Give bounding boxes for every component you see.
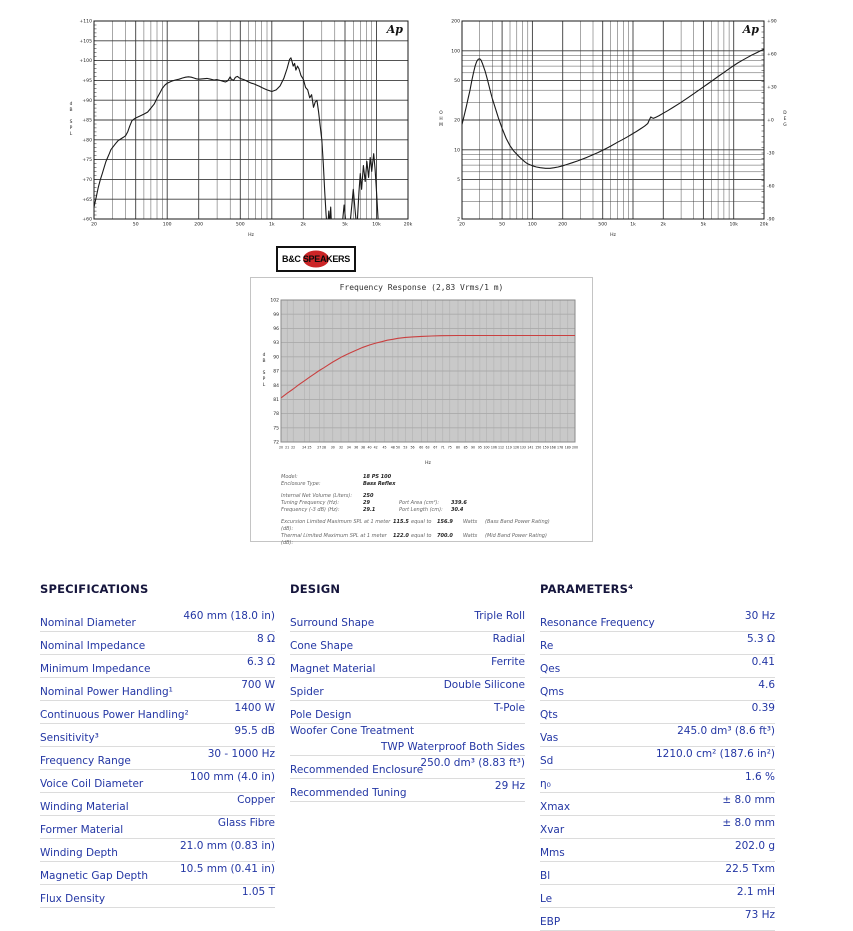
spec-label: Sd [540, 755, 554, 767]
table-row [540, 770, 775, 793]
spec-value: 1.6 % [744, 771, 775, 783]
tuning-label: Tuning Frequency (Hz): [281, 500, 340, 506]
table-row [40, 862, 275, 885]
parameters-header: PARAMETERS⁴ [540, 582, 634, 596]
svg-text:20: 20 [459, 222, 465, 228]
svg-text:60: 60 [419, 445, 424, 450]
spec-value: Radial [492, 633, 525, 645]
thermal-row [281, 533, 581, 547]
svg-text:38: 38 [360, 445, 366, 450]
spec-label: Resonance Frequency [540, 617, 655, 629]
excursion-watts-value: 156.9 [437, 519, 453, 525]
table-row [40, 885, 275, 908]
svg-text:71: 71 [440, 445, 445, 450]
spec-value: Triple Roll [474, 610, 525, 622]
table-row [290, 632, 525, 655]
table-row [540, 885, 775, 908]
spec-value: 73 Hz [744, 909, 775, 921]
model-row [281, 474, 581, 481]
spec-label: EBP [540, 916, 561, 928]
svg-text:56: 56 [410, 445, 415, 450]
svg-text:H: H [439, 117, 443, 122]
port-length-label: Port Length (cm): [399, 507, 443, 513]
svg-text:20: 20 [454, 118, 460, 124]
svg-text:+60: +60 [82, 217, 92, 223]
svg-text:99: 99 [273, 312, 279, 318]
svg-text:Hz: Hz [425, 461, 431, 466]
f3-value: 29.1 [363, 507, 376, 513]
spec-value: 29 Hz [494, 780, 525, 792]
svg-text:106: 106 [490, 445, 497, 450]
spec-value: 460 mm (18.0 in) [183, 610, 275, 622]
svg-text:d: d [262, 353, 266, 359]
svg-text:95: 95 [477, 445, 482, 450]
svg-text:75: 75 [273, 426, 279, 432]
svg-text:25: 25 [307, 445, 312, 450]
spec-value: 250.0 dm³ (8.83 ft³) [420, 757, 525, 769]
table-row [290, 724, 525, 756]
enclosure-row [281, 481, 581, 488]
spec-label: Mms [540, 847, 565, 859]
svg-text:84: 84 [273, 383, 279, 389]
svg-text:40: 40 [367, 445, 372, 450]
svg-text:28: 28 [321, 445, 327, 450]
panel-title: Frequency Response (2,83 Vrms/1 m) [339, 283, 504, 292]
port-length-value: 30.4 [451, 507, 464, 513]
svg-text:159: 159 [542, 445, 549, 450]
spec-label: Winding Depth [40, 847, 118, 859]
table-row [540, 839, 775, 862]
spec-label: Magnet Material [290, 663, 376, 675]
watts-unit-label: Watts [463, 533, 478, 539]
svg-text:D: D [783, 111, 787, 117]
svg-text:d: d [69, 102, 73, 108]
svg-text:20k: 20k [403, 222, 413, 228]
parameters-rows [540, 609, 775, 931]
spec-label: Continuous Power Handling² [40, 709, 189, 721]
table-row [40, 701, 275, 724]
svg-text:Ap: Ap [386, 23, 403, 36]
table-row [540, 793, 775, 816]
spec-label: Spider [290, 686, 324, 698]
svg-text:34: 34 [346, 445, 351, 450]
svg-text:1k: 1k [269, 222, 275, 228]
table-row [540, 655, 775, 678]
svg-text:2k: 2k [300, 222, 307, 228]
spec-value: 1400 W [234, 702, 275, 714]
table-row [40, 816, 275, 839]
frequency-response-panel [250, 277, 593, 546]
table-row [540, 908, 775, 931]
spec-value: Glass Fibre [217, 817, 275, 829]
svg-text:100: 100 [162, 222, 172, 228]
table-row [40, 770, 275, 793]
spec-value: 700 W [241, 679, 275, 691]
svg-text:5k: 5k [342, 222, 348, 228]
table-row [40, 839, 275, 862]
svg-text:-90: -90 [767, 217, 775, 223]
volume-row [281, 493, 581, 500]
svg-text:20: 20 [278, 445, 284, 450]
spec-label: Bl [540, 870, 551, 882]
svg-text:42: 42 [373, 445, 378, 450]
design-table [290, 582, 525, 802]
svg-text:Hz: Hz [248, 233, 254, 238]
spec-value: 30 Hz [744, 610, 775, 622]
thermal-note: (Mid Band Power Rating) [485, 533, 547, 539]
svg-text:Ap: Ap [742, 23, 759, 36]
svg-text:200: 200 [558, 222, 568, 228]
enclosure-value: Bass Reflex [363, 481, 396, 487]
svg-text:+30: +30 [767, 85, 777, 91]
svg-text:24: 24 [302, 445, 307, 450]
svg-text:+80: +80 [82, 138, 92, 144]
thermal-label: Thermal Limited Maximum SPL at 1 meter (dB): [281, 533, 387, 546]
svg-text:72: 72 [273, 440, 279, 446]
watts-unit-label: Watts [463, 519, 478, 525]
spec-value: 245.0 dm³ (8.6 ft³) [677, 725, 775, 737]
spec-value: 2.1 mH [736, 886, 775, 898]
spec-label: Qes [540, 663, 561, 675]
svg-text:50: 50 [454, 79, 460, 85]
svg-text:93: 93 [273, 341, 279, 347]
spec-label: Recommended Enclosure [290, 764, 424, 776]
svg-text:100: 100 [528, 222, 537, 228]
spec-label: Pole Design [290, 709, 352, 721]
svg-text:133: 133 [519, 445, 526, 450]
svg-text:189: 189 [564, 445, 571, 450]
model-info-block [281, 474, 581, 547]
spec-value: 0.41 [751, 656, 775, 668]
f3-label: Frequency (-3 dB) (Hz): [281, 507, 340, 513]
spec-label: Cone Shape [290, 640, 354, 652]
svg-text:G: G [783, 122, 787, 128]
spec-label: Nominal Power Handling¹ [40, 686, 173, 698]
svg-text:S: S [262, 371, 266, 376]
svg-text:1k: 1k [630, 222, 636, 228]
spec-label: Qts [540, 709, 558, 721]
spec-value: 4.6 [758, 679, 775, 691]
svg-text:63: 63 [425, 445, 430, 450]
svg-text:102: 102 [270, 298, 279, 304]
table-row [40, 678, 275, 701]
svg-text:50: 50 [132, 222, 139, 228]
excursion-row [281, 519, 581, 533]
svg-text:67: 67 [433, 445, 438, 450]
frequency-response-chart [257, 295, 585, 467]
spec-value: Ferrite [491, 656, 525, 668]
table-row [540, 724, 775, 747]
svg-text:+95: +95 [82, 79, 92, 84]
svg-text:200: 200 [571, 445, 579, 450]
table-row [40, 632, 275, 655]
svg-text:P: P [262, 376, 266, 382]
table-row [290, 779, 525, 802]
excursion-note: (Bass Band Power Rating) [485, 519, 550, 525]
svg-text:21: 21 [285, 445, 290, 450]
table-row [540, 701, 775, 724]
spec-label: Voice Coil Diameter [40, 778, 144, 790]
specifications-table [40, 582, 275, 908]
svg-text:E: E [783, 117, 787, 122]
svg-text:-60: -60 [767, 184, 775, 190]
spec-label: Winding Material [40, 801, 129, 813]
spec-label: Sensitivity³ [40, 732, 99, 744]
svg-text:200: 200 [451, 19, 460, 25]
svg-text:+110: +110 [79, 19, 92, 25]
spec-value: 8 Ω [256, 633, 275, 645]
svg-text:50: 50 [395, 445, 401, 450]
svg-text:+90: +90 [767, 19, 777, 25]
spec-label: Xvar [540, 824, 565, 836]
design-header: DESIGN [290, 582, 341, 596]
equal-to-label: equal to [411, 533, 432, 539]
svg-text:+0: +0 [767, 118, 774, 124]
f3-row [281, 507, 581, 514]
svg-text:B: B [69, 108, 73, 114]
svg-text:20k: 20k [759, 222, 769, 228]
spec-value: 100 mm (4.0 in) [190, 771, 275, 783]
svg-text:+70: +70 [82, 178, 92, 183]
spec-value: 10.5 mm (0.41 in) [180, 863, 275, 875]
svg-text:150: 150 [535, 445, 542, 450]
svg-text:112: 112 [497, 445, 505, 450]
svg-text:36: 36 [354, 445, 359, 450]
spec-value: 5.3 Ω [746, 633, 775, 645]
spec-value: 202.0 g [734, 840, 775, 852]
volume-value: 250 [363, 493, 374, 499]
spec-label: Re [540, 640, 554, 652]
svg-text:20: 20 [91, 222, 97, 228]
logo-text: B&C SPEAKERS [282, 254, 350, 264]
spec-label: η₀ [540, 778, 551, 790]
spec-label: Woofer Cone Treatment [290, 725, 415, 737]
svg-text:+60: +60 [767, 52, 777, 58]
table-row [540, 816, 775, 839]
bc-speakers-logo [276, 246, 356, 272]
spec-value: Copper [237, 794, 275, 806]
tuning-row [281, 500, 581, 507]
svg-text:+90: +90 [82, 98, 92, 104]
svg-text:P: P [69, 125, 73, 131]
table-row [290, 756, 525, 779]
spec-value: 22.5 Txm [725, 863, 775, 875]
svg-text:200: 200 [194, 222, 204, 228]
svg-text:-30: -30 [767, 151, 775, 157]
svg-text:90: 90 [470, 445, 476, 450]
svg-text:+100: +100 [79, 59, 92, 65]
svg-text:Hz: Hz [610, 233, 616, 238]
svg-text:22: 22 [291, 445, 296, 450]
svg-text:10k: 10k [372, 222, 381, 228]
spec-label: Magnetic Gap Depth [40, 870, 148, 882]
svg-text:126: 126 [512, 445, 520, 450]
spec-label: Surround Shape [290, 617, 375, 629]
model-label: Model: [281, 474, 298, 480]
svg-text:178: 178 [557, 445, 564, 450]
spec-value: 0.39 [751, 702, 775, 714]
spec-value: T-Pole [494, 702, 525, 714]
spec-label: Frequency Range [40, 755, 131, 767]
spec-value: 1210.0 cm² (187.6 in²) [656, 748, 775, 760]
table-row [540, 678, 775, 701]
spl-frequency-response-graph [64, 13, 420, 239]
port-area-value: 339.6 [451, 500, 467, 506]
svg-text:75: 75 [447, 445, 452, 450]
volume-label: Internal Net Volume (Liters): [281, 493, 353, 499]
svg-text:+85: +85 [82, 118, 92, 124]
svg-text:2k: 2k [660, 222, 667, 228]
svg-text:5: 5 [457, 178, 460, 184]
svg-text:+105: +105 [79, 39, 92, 45]
svg-text:96: 96 [273, 327, 279, 332]
svg-text:M: M [439, 122, 443, 128]
svg-text:141: 141 [527, 445, 534, 450]
spec-value: ± 8.0 mm [722, 794, 775, 806]
enclosure-label: Enclosure Type: [281, 481, 321, 487]
svg-text:O: O [439, 111, 443, 117]
table-row [290, 609, 525, 632]
svg-text:500: 500 [235, 222, 245, 228]
svg-text:L: L [69, 131, 73, 137]
spec-value: 30 - 1000 Hz [207, 748, 275, 760]
spec-value: Double Silicone [443, 679, 525, 691]
specifications-header: SPECIFICATIONS [40, 582, 149, 596]
svg-text:S: S [69, 120, 73, 125]
spec-value: 6.3 Ω [246, 656, 275, 668]
spec-label: Former Material [40, 824, 124, 836]
spec-label: Le [540, 893, 553, 905]
impedance-phase-graph [434, 13, 790, 239]
thermal-watts-value: 700.0 [437, 533, 453, 539]
spec-value: TWP Waterproof Both Sides [380, 741, 525, 753]
specifications-rows [40, 609, 275, 908]
svg-text:B: B [262, 359, 266, 365]
svg-text:87: 87 [273, 369, 279, 375]
svg-text:90: 90 [273, 355, 279, 361]
spec-value: 21.0 mm (0.83 in) [180, 840, 275, 852]
spec-label: Xmax [540, 801, 571, 813]
svg-text:2: 2 [457, 217, 460, 223]
svg-text:85: 85 [463, 445, 468, 450]
svg-text:10: 10 [454, 148, 460, 154]
table-row [40, 724, 275, 747]
spec-label: Flux Density [40, 893, 106, 905]
svg-text:48: 48 [390, 445, 395, 450]
table-row [40, 793, 275, 816]
svg-text:27: 27 [317, 445, 322, 450]
spec-label: Minimum Impedance [40, 663, 151, 675]
svg-text:5k: 5k [700, 222, 707, 228]
svg-text:100: 100 [451, 49, 460, 55]
svg-text:30: 30 [330, 445, 335, 450]
table-row [540, 632, 775, 655]
svg-text:53: 53 [403, 445, 408, 450]
svg-text:168: 168 [549, 445, 556, 450]
table-row [40, 747, 275, 770]
svg-text:32: 32 [338, 445, 344, 450]
table-row [40, 655, 275, 678]
table-row [290, 655, 525, 678]
svg-text:80: 80 [455, 445, 461, 450]
spec-label: Nominal Impedance [40, 640, 146, 652]
svg-text:L: L [262, 382, 266, 388]
svg-text:100: 100 [483, 445, 490, 450]
port-area-label: Port Area (cm²): [399, 500, 440, 506]
table-row [40, 609, 275, 632]
svg-text:119: 119 [505, 445, 512, 450]
spec-label: Vas [540, 732, 559, 744]
excursion-spl-value: 115.5 [393, 519, 409, 525]
svg-text:45: 45 [382, 445, 387, 450]
thermal-spl-value: 122.0 [393, 533, 409, 539]
table-row [540, 609, 775, 632]
table-row [540, 747, 775, 770]
spec-label: Qms [540, 686, 564, 698]
tuning-value: 29 [363, 500, 370, 506]
table-row [540, 862, 775, 885]
svg-text:10k: 10k [729, 222, 738, 228]
design-rows [290, 609, 525, 802]
spec-label: Nominal Diameter [40, 617, 136, 629]
svg-text:81: 81 [273, 398, 279, 403]
spec-label: Recommended Tuning [290, 787, 407, 799]
svg-text:78: 78 [273, 412, 279, 418]
svg-text:50: 50 [499, 222, 506, 228]
table-row [290, 678, 525, 701]
excursion-label: Excursion Limited Maximum SPL at 1 meter (dB): [281, 519, 391, 532]
model-value: 18 PS 100 [363, 474, 392, 480]
spec-value: 95.5 dB [234, 725, 275, 737]
svg-text:+75: +75 [82, 158, 92, 164]
spec-value: ± 8.0 mm [722, 817, 775, 829]
parameters-table [540, 582, 775, 931]
svg-text:+65: +65 [82, 197, 92, 203]
table-row [290, 701, 525, 724]
equal-to-label: equal to [411, 519, 432, 525]
spec-value: 1.05 T [241, 886, 275, 898]
svg-text:500: 500 [598, 222, 608, 228]
